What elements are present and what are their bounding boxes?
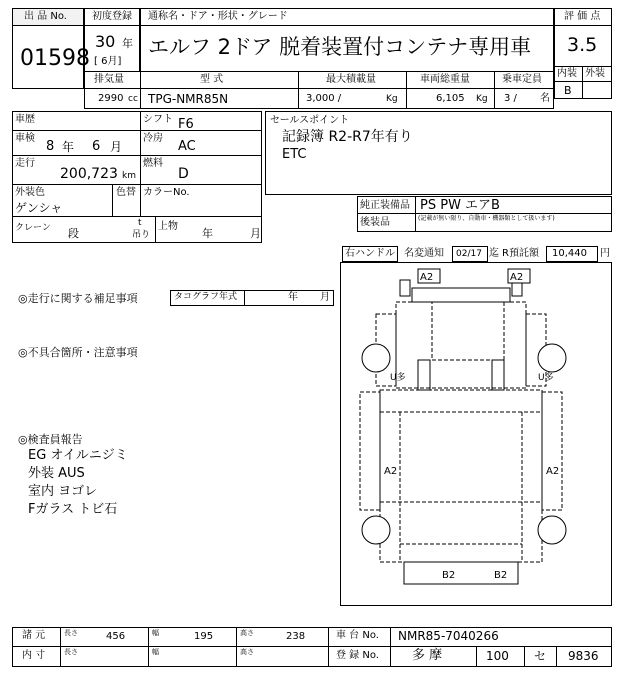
aftermarket-label: 後装品 [360,217,390,228]
first-reg-month: [ 6月] [94,56,122,67]
exterior-grade-cell [582,81,612,99]
inspection-month-unit: 月 [110,140,123,154]
length-label: 長さ [64,629,78,637]
upper-year: 年 [202,227,213,240]
aftermarket-note: (記載が無い限り、自動車・機器類として扱います) [418,215,555,222]
mark-u-right: U多 [538,373,554,383]
inspection-year-unit: 年 [62,140,75,154]
history-label: 車歴 [15,114,35,125]
driving-notes-heading: ◎走行に関する補足事項 [18,292,138,305]
mark-bottom-right: B2 [494,570,508,581]
first-reg-year: 30 [95,32,116,51]
inspection-label: 車検 [15,133,35,144]
crane-ton: t [138,218,142,228]
tachograph-label: タコグラフ年式 [174,292,238,302]
mark-bottom-left: B2 [442,570,456,581]
model-code: TPG-NMR85N [148,92,229,106]
inspection-year: 8 [46,139,55,154]
diagram-frame [341,263,612,606]
genuine-value: PS PW エアB [420,198,500,213]
interior-label: 内装 [557,68,577,79]
crane-hang: 吊り [132,230,151,240]
reg-number: 9836 [568,649,599,663]
gross-weight-unit: Kg [476,94,488,104]
ac: AC [178,139,196,154]
recycle-label: R預託額 [502,248,539,259]
color-code-label: カラーNo. [143,187,190,198]
height: 238 [286,631,306,642]
displacement-unit: cc [128,94,138,104]
sales-point-1: 記録簿 R2-R7年有り [282,129,413,145]
rear-left-wheel [362,516,390,544]
recycle-amount: 10,440 [552,248,587,259]
height-label: 高さ [240,629,254,637]
max-load: 3,000 / [306,93,342,104]
mark-top-left: A2 [420,272,434,283]
crane-label: クレーン [15,223,51,233]
type-label: 型 式 [200,74,224,85]
inspection-month: 6 [92,139,101,154]
ac-label: 冷房 [143,133,163,144]
inner-width-label: 幅 [152,648,159,656]
reg-label: 登 録 No. [336,650,379,661]
mileage: 200,723 [60,166,118,182]
capacity: 3 / [504,93,517,104]
upper-label: 上物 [158,221,178,232]
report-line-1: EG オイルニジミ [28,448,128,463]
inner-height-label: 高さ [240,648,254,656]
first-reg-label: 初度登録 [92,11,132,22]
mileage-label: 走行 [15,158,35,169]
model-name: エルフ 2ドア 脱着装置付コンテナ専用車 [148,35,532,59]
first-reg-year-unit: 年 [122,37,133,50]
tachograph-month: 月 [320,292,330,303]
recycle-unit: 円 [600,248,610,259]
name-change-date: 02/17 [456,249,482,259]
front-left-wheel [362,344,390,372]
name-change-suffix: 迄 [489,248,499,259]
vehicle-diagram [340,262,612,606]
max-load-unit: Kg [386,94,398,104]
mark-top-right: A2 [510,272,524,283]
exterior-color-label: 外装色 [15,187,45,198]
displacement: 2990 [98,93,124,104]
upper-month: 月 [250,227,261,240]
report-line-3: 室内 ヨゴレ [28,484,98,499]
mark-u-left: U多 [390,373,406,383]
max-load-label: 最大積載量 [326,74,376,85]
chassis-no: NMR85-7040266 [398,629,499,643]
dims-label: 諸 元 [22,630,46,641]
width: 195 [194,631,214,642]
reg-region: 多 摩 [412,648,443,663]
mileage-unit: km [122,171,136,181]
report-line-2: 外装 AUS [28,466,85,481]
score: 3.5 [567,34,598,56]
width-label: 幅 [152,629,159,637]
inspector-report-heading: ◎検査員報告 [18,433,83,446]
mark-mid-right: A2 [546,466,560,477]
color-no-label: 色替 [116,187,136,198]
sales-points-label: セールスポイント [270,115,350,126]
gross-weight: 6,105 [436,93,465,104]
length: 456 [106,631,126,642]
lot-no: 01598 [20,46,90,71]
front-right-wheel [538,344,566,372]
reg-class: 100 [486,649,509,663]
genuine-label: 純正装備品 [360,200,410,211]
sales-point-2: ETC [282,147,307,162]
exterior-label: 外装 [585,68,605,79]
inner-label: 内 寸 [22,650,46,661]
handle: 右ハンドル [345,248,395,259]
shift: F6 [178,117,194,132]
defects-heading: ◎不具合箇所・注意事項 [18,346,138,359]
displacement-label: 排気量 [94,74,124,85]
shift-label: シフト [143,114,173,125]
reg-kana: セ [534,649,547,663]
rear-right-wheel [538,516,566,544]
footer-table [12,627,612,667]
inner-length-label: 長さ [64,648,78,656]
chassis-label: 車 台 No. [336,630,379,641]
capacity-unit: 名 [540,93,550,104]
score-label: 評 価 点 [564,11,601,22]
fuel: D [178,166,189,182]
lot-no-label: 出 品 No. [24,11,67,22]
interior-grade: B [564,84,572,97]
fuel-label: 燃料 [143,158,163,169]
capacity-label: 乗車定員 [502,74,542,85]
mark-mid-left: A2 [384,466,398,477]
model-name-label: 通称名・ドア・形状・グレード [148,11,288,22]
report-line-4: Fガラス トビ石 [28,502,118,517]
name-change-label: 名変通知 [404,248,444,259]
crane-stage: 段 [68,227,79,240]
tachograph-year: 年 [288,292,298,303]
exterior-color: ゲンシャ [15,201,63,215]
gross-weight-label: 車両総重量 [420,74,470,85]
